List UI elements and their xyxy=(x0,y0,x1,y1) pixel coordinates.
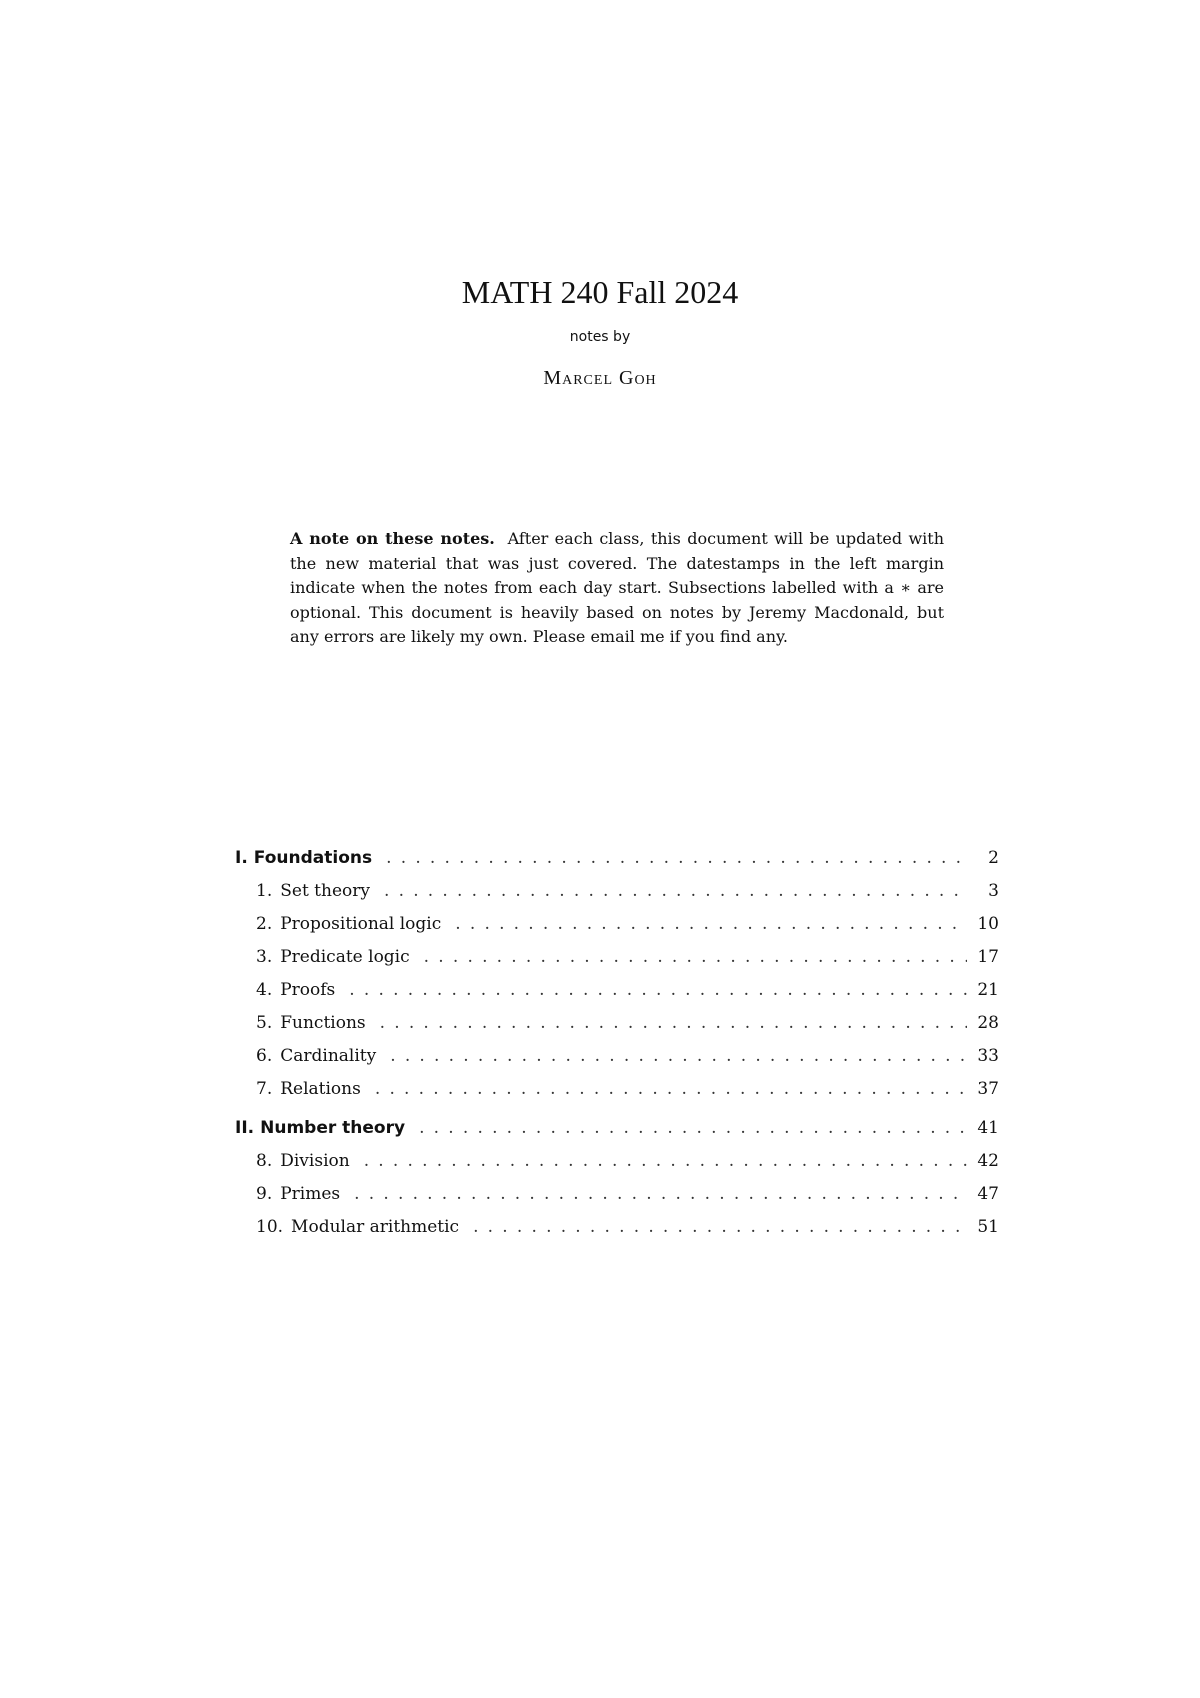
toc-dot-leader xyxy=(364,1145,967,1178)
author-name: Marcel Goh xyxy=(543,367,657,389)
note-paragraph xyxy=(290,527,944,650)
toc-dot-leader xyxy=(455,908,967,941)
toc-entry-title: Relations xyxy=(280,1079,361,1099)
toc-entry-number: 4. xyxy=(256,980,273,1000)
toc-page-number: 17 xyxy=(977,947,999,967)
toc-entry-number: 9. xyxy=(256,1184,273,1204)
document-title: MATH 240 Fall 2024 xyxy=(461,274,739,310)
toc-entry-relations[interactable] xyxy=(235,1073,999,1106)
toc-entry-number: 7. xyxy=(256,1079,273,1099)
note-lead: A note on these notes. xyxy=(290,529,495,548)
toc-part-number-theory[interactable] xyxy=(235,1112,999,1145)
toc-dot-leader xyxy=(386,842,967,875)
toc-entry-number: 2. xyxy=(256,914,273,934)
toc-dot-leader xyxy=(380,1007,967,1040)
toc-part-foundations[interactable] xyxy=(235,842,999,875)
notes-by-label: notes by xyxy=(569,329,631,345)
toc-entry-predicate-logic[interactable] xyxy=(235,941,999,974)
toc-entry-title: Division xyxy=(280,1151,350,1171)
toc-entry-division[interactable] xyxy=(235,1145,999,1178)
toc-entry-number: 1. xyxy=(256,881,273,901)
toc-entry-number: 10. xyxy=(256,1217,284,1237)
toc-entry-number: 6. xyxy=(256,1046,273,1066)
toc-page-number: 3 xyxy=(988,881,999,901)
toc-entry-number: 8. xyxy=(256,1151,273,1171)
toc-dot-leader xyxy=(419,1112,967,1145)
toc-dot-leader xyxy=(354,1178,967,1211)
toc-entry-proofs[interactable] xyxy=(235,974,999,1007)
toc-entry-propositional-logic[interactable] xyxy=(235,908,999,941)
toc-entry-title: Set theory xyxy=(280,881,370,901)
toc-dot-leader xyxy=(384,875,967,908)
toc-page-number: 2 xyxy=(988,848,999,868)
toc-page-number: 33 xyxy=(977,1046,999,1066)
toc-dot-leader xyxy=(473,1211,967,1244)
toc-entry-modular-arithmetic[interactable] xyxy=(235,1211,999,1244)
toc-entry-title: Modular arithmetic xyxy=(291,1217,460,1237)
toc-entry-title: Propositional logic xyxy=(280,914,442,934)
toc-entry-set-theory[interactable] xyxy=(235,875,999,908)
toc-page-number: 42 xyxy=(977,1151,999,1171)
toc-page-number: 37 xyxy=(977,1079,999,1099)
toc-entry-title: Primes xyxy=(280,1184,341,1204)
toc-entry-title: Predicate logic xyxy=(280,947,410,967)
toc-dot-leader xyxy=(390,1040,967,1073)
toc-entry-primes[interactable] xyxy=(235,1178,999,1211)
toc-page-number: 47 xyxy=(977,1184,999,1204)
note-body: After each class, this document will be updated with the new material that was just covered. The datestamps in the left margin indicate when the notes from each day start. Subsections labelled with a ∗ are optional. This document is heavily based on notes by Jeremy Macdonald, but any errors are likely my own. Please email me if you find any. xyxy=(290,529,944,647)
toc-page-number: 10 xyxy=(977,914,999,934)
toc-entry-title: Functions xyxy=(280,1013,366,1033)
toc-dot-leader xyxy=(375,1073,967,1106)
toc-page-number: 41 xyxy=(977,1118,999,1138)
toc-part-number: II. xyxy=(235,1118,255,1138)
toc-part-title: Foundations xyxy=(253,848,373,868)
toc-page-number: 21 xyxy=(977,980,999,1000)
toc-page-number: 28 xyxy=(977,1013,999,1033)
toc-dot-leader xyxy=(424,941,967,974)
toc-dot-leader xyxy=(349,974,967,1007)
toc-entry-number: 5. xyxy=(256,1013,273,1033)
toc-part-title: Number theory xyxy=(260,1118,406,1138)
table-of-contents xyxy=(235,842,999,1244)
toc-page-number: 51 xyxy=(977,1217,999,1237)
toc-entry-cardinality[interactable] xyxy=(235,1040,999,1073)
toc-entry-number: 3. xyxy=(256,947,273,967)
toc-entry-title: Proofs xyxy=(280,980,336,1000)
toc-part-number: I. xyxy=(235,848,248,868)
toc-entry-functions[interactable] xyxy=(235,1007,999,1040)
toc-entry-title: Cardinality xyxy=(280,1046,377,1066)
